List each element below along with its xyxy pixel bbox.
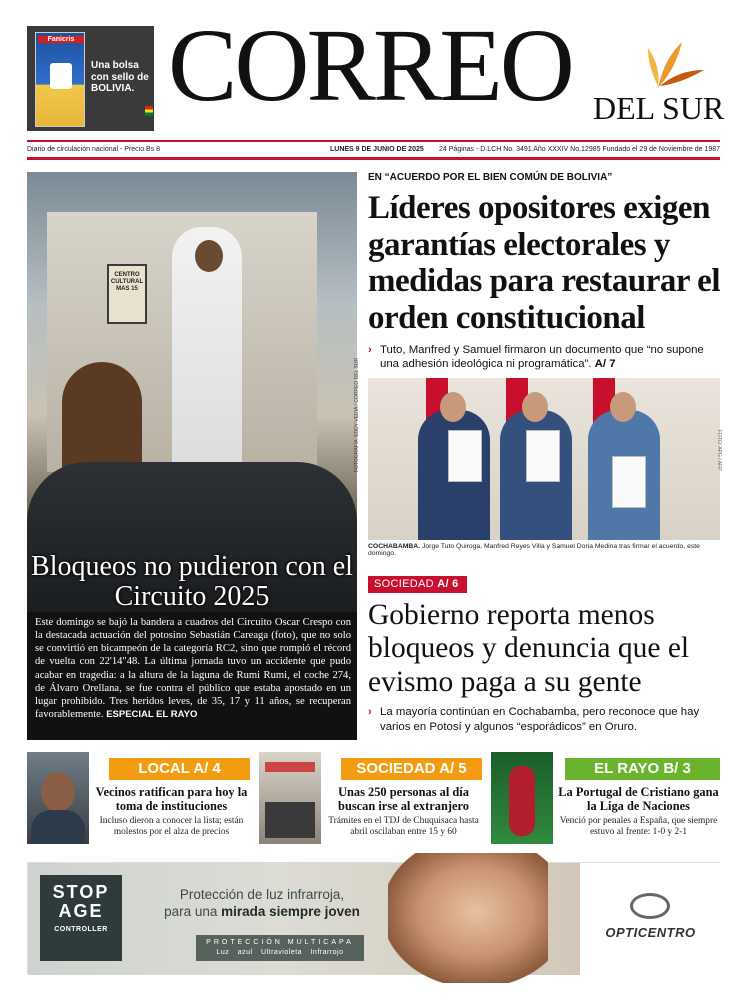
main-kicker [368,172,720,183]
leaf-logo-icon [638,36,708,92]
second-story[interactable] [368,574,720,734]
signed-document [612,456,646,508]
feature-story[interactable] [27,172,360,740]
promo-text [91,60,153,95]
driver-head [195,240,223,272]
feature-photo-credit: FOTOGRAFÍA: EDDY VEDIA / CORREO DEL SUR [354,357,360,472]
main-story[interactable] [368,172,720,372]
person-2-head [522,392,548,422]
teaser-title[interactable]: Unas 250 personas al día buscan irse al extranjero [338,785,469,814]
masthead [0,0,747,160]
main-photo [368,378,720,540]
ad-line-2 [136,904,388,919]
issue-date: LUNES 9 DE JUNIO DE 2025 [330,146,424,153]
feature-credit: ESPECIAL EL RAYO [106,708,198,720]
teaser-label[interactable]: EL RAYO B/ 3 [565,758,720,780]
section-name: SOCIEDAD [374,578,434,590]
issue-meta: 24 Páginas - D.LCH No. 3491 Año XXXIV No.12985 Fundado el 29 de Noviembre de 1987 [439,146,720,153]
model-image [388,853,548,983]
cultural-center-sign: CENTRO CULTURAL MAS 15 [107,264,147,324]
main-deck-text: Tuto, Manfred y Samuel firmaron un documento que “no supone una adhesión ideológica ni programática”. [380,343,704,371]
opticentro-logo-icon [630,893,670,919]
kicker-prefix: EN “ACUERDO [368,172,441,183]
opticentro-brand[interactable]: OPTICENTRO [605,925,696,940]
masthead-rule-bottom [27,157,720,160]
bag-badge-icon [50,63,72,89]
caption-text: Jorge Tuto Quiroga, Manfred Reyes Villa y Samuel Doria Medina tras firmar el acuerdo, este domingo. [368,543,700,557]
main-photo-credit: FOTO: APG / AFP [716,430,722,471]
ad-protection-band [196,935,364,961]
teaser-photo [491,752,553,844]
opticentro-ad[interactable] [27,862,720,974]
teaser-label[interactable]: LOCAL A/ 4 [109,758,250,780]
main-headline[interactable]: Líderes opositores exigen garantías electorales y medidas para restaurar el orden constitucional [368,190,720,336]
ad-line-1: Protección de luz infrarroja, [179,887,345,902]
person-3-head [610,392,636,422]
teaser-body: Incluso dieron a conocer la lista; están molestos por el alza de precios [99,816,244,838]
teaser-title[interactable]: La Portugal de Cristiano gana la Liga de Naciones [558,785,719,814]
chevron-right-icon: › [368,343,372,356]
promo-line-1: Una bolsa [91,60,139,71]
second-deck-text: La mayoría continúan en Cochabamba, pero reconoce que hay varios en Potosí y algunos “esporádicos” en Oruro. [380,705,700,733]
chevron-right-icon: › [368,705,372,718]
masthead-info-bar [27,145,720,157]
bolivia-flag-icon [145,106,153,116]
signed-document [526,430,560,482]
promo-line-3: BOLIVIA. [91,83,135,94]
person-1-head [440,392,466,422]
band-items: Luz azul Ultravioleta Infrarrojo [216,949,344,956]
feature-photo [27,172,357,612]
signed-document [448,430,482,482]
logo-line-1: STOP [52,882,110,902]
teaser-photo [27,752,89,844]
masthead-rule-top [27,140,720,142]
promo-line-2: con sello de [91,71,149,83]
teaser-body: Trámites en el TDJ de Chuquisaca hasta abril oscilaban entre 15 y 60 [328,816,479,838]
bag-brand: Fanicris [38,36,84,43]
teaser-photo [259,752,321,844]
ad-banner [28,863,580,975]
teaser-local[interactable] [27,752,250,847]
logo-correo[interactable]: CORREO [168,8,572,123]
product-bag-image [35,32,85,127]
logo-line-3: CONTROLLER [54,925,108,933]
door-image [62,362,142,472]
ad-line-2-bold: mirada siempre joven [221,904,360,919]
feature-body [35,616,351,721]
section-tag-sociedad[interactable] [368,576,467,593]
main-page-ref[interactable]: A/ 7 [594,358,616,371]
teaser-sociedad[interactable] [259,752,482,847]
promo-ad[interactable] [27,26,154,131]
feature-headline[interactable]: Bloqueos no pudieron con el Circuito 2025 [31,551,353,613]
stop-age-logo [40,875,122,961]
logo-del-sur: DEL SUR [593,90,725,126]
ad-line-2-pre: para una [164,904,222,919]
band-title: PROTECCIÓN MULTICAPA [206,939,354,946]
tagline: Diario de circulación nacional - Precio Bs 8 [27,146,161,153]
feature-body-text: Este domingo se bajó la bandera a cuadros del Circuito Oscar Crespo con la destacada actuación del potosino Sebastián Careaga (foto), que no solo se convirtió en bicampeón de la categoría RC2, sino que rompió el récord de vuelta con 22'14"48. La última jornada tuvo un accidente que pudo acabar en tragedia: a la altura de la laguna de Rumi Rumi, el coche 274, de Álvaro Orellana, se fue contra el público que estaba apostado en un lugar prohibido. Tres heridos leves, de 35, 17 y 11 años, se recuperan favorablemente. [35,617,351,720]
kicker-rest: POR EL BIEN COMÚN DE BOLIVIA” [440,172,613,183]
teaser-body: Venció por penales a España, que siempre estuvo al frente: 1-0 y 2-1 [559,816,718,838]
second-headline[interactable]: Gobierno reporta menos bloqueos y denuncia que el evismo paga a su gente [368,599,690,698]
teaser-title[interactable]: Vecinos ratifican para hoy la toma de instituciones [95,785,248,814]
second-deck [368,705,720,734]
teaser-label[interactable]: SOCIEDAD A/ 5 [341,758,482,780]
section-ref: A/ 6 [437,578,459,590]
ad-brand-panel [580,863,721,975]
logo-line-2: AGE [58,900,104,921]
teaser-row [27,752,720,847]
main-caption [368,543,720,557]
teaser-el-rayo[interactable] [491,752,720,847]
caption-place: COCHABAMBA. [368,543,421,550]
main-deck [368,343,720,372]
